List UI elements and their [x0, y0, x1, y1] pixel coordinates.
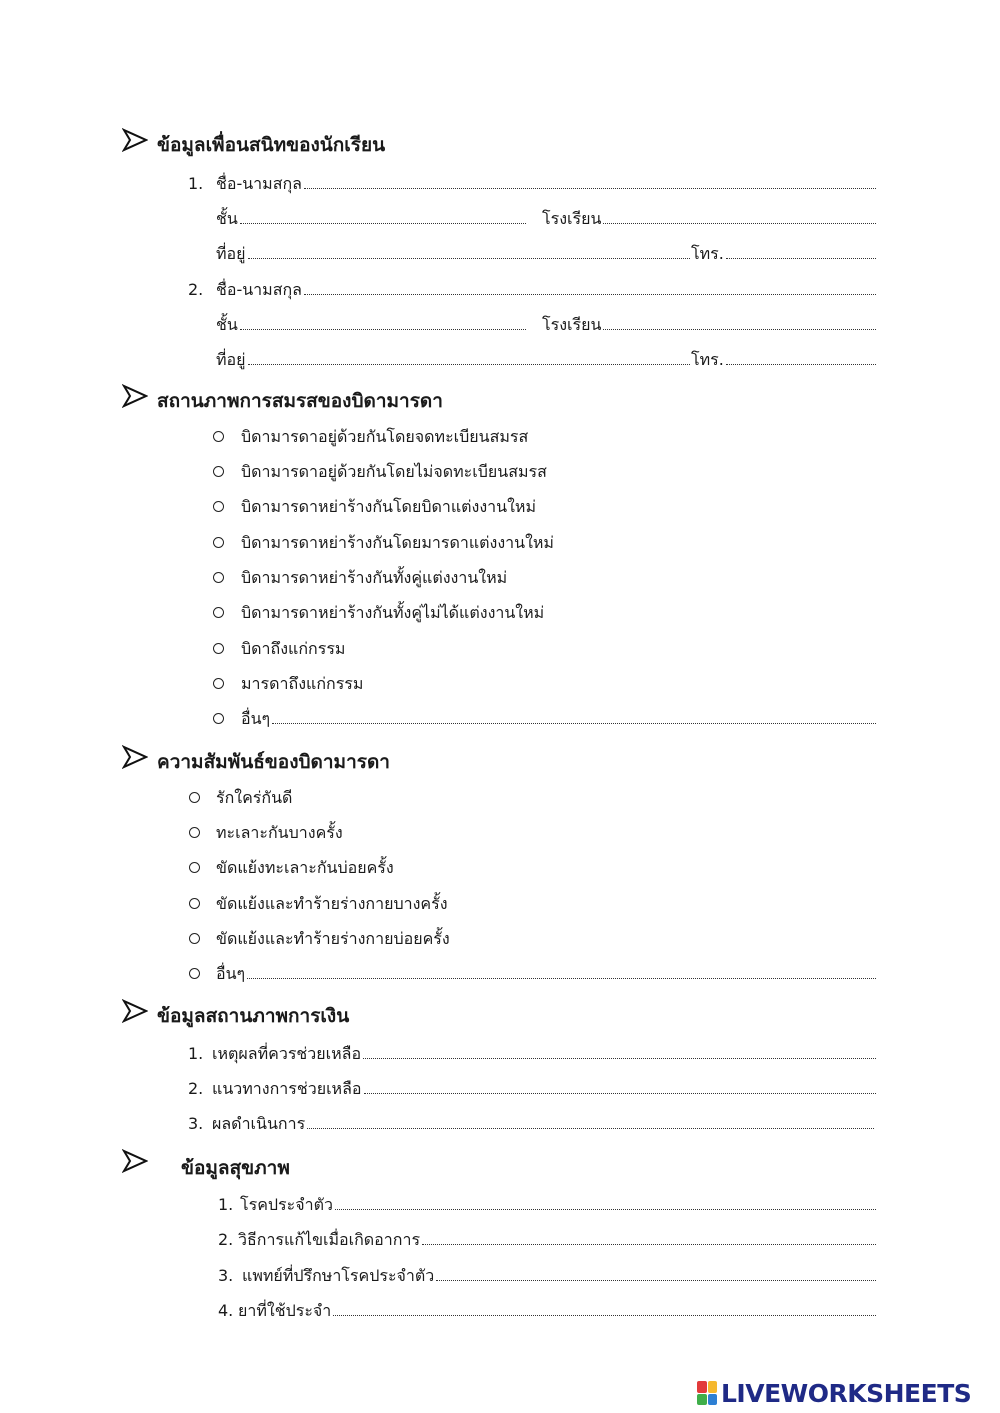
fill-line — [726, 244, 876, 259]
item-number: 4. — [218, 1301, 234, 1320]
radio-marital-4[interactable] — [213, 537, 224, 548]
fill-line — [364, 1079, 877, 1094]
friend-1-phone-field[interactable] — [691, 242, 876, 267]
friend-2-class-field[interactable] — [216, 313, 526, 338]
friend-2-address-field[interactable] — [216, 348, 690, 373]
radio-marital-7[interactable] — [213, 643, 224, 654]
friend-2-name-field[interactable] — [188, 278, 876, 303]
field-label: ผลดำเนินการ — [212, 1114, 306, 1133]
radio-relationship-5[interactable] — [189, 933, 200, 944]
section-title-relationship: ความสัมพันธ์ของบิดามารดา — [157, 751, 390, 773]
radio-relationship-2[interactable] — [189, 827, 200, 838]
radio-marital-6[interactable] — [213, 607, 224, 618]
address-label: ที่อยู่ — [216, 350, 246, 369]
radio-marital-other[interactable] — [213, 713, 224, 724]
finance-approach-field[interactable] — [188, 1077, 876, 1102]
item-number: 2. — [188, 280, 204, 299]
finance-reason-field[interactable] — [188, 1042, 876, 1067]
field-label: วิธีการแก้ไขเมื่อเกิดอาการ — [238, 1230, 421, 1249]
fill-line — [603, 209, 876, 224]
field-label: แนวทางการช่วยเหลือ — [212, 1079, 362, 1098]
class-label: ชั้น — [216, 315, 238, 334]
field-label: ยาที่ใช้ประจำ — [238, 1301, 332, 1320]
radio-marital-3[interactable] — [213, 501, 224, 512]
option-label: อื่นๆ — [241, 709, 271, 728]
friend-2-phone-field[interactable] — [691, 348, 876, 373]
radio-marital-8[interactable] — [213, 678, 224, 689]
option-label: บิดามารดาหย่าร้างกันโดยมารดาแต่งงานใหม่ — [241, 533, 554, 552]
radio-marital-5[interactable] — [213, 572, 224, 583]
fill-line — [335, 1195, 876, 1210]
watermark-text: LIVEWORKSHEETS — [721, 1378, 972, 1408]
radio-relationship-4[interactable] — [189, 898, 200, 909]
option-label: บิดามารดาหย่าร้างกันทั้งคู่แต่งงานใหม่ — [241, 568, 508, 587]
fill-line — [436, 1266, 876, 1281]
option-label: มารดาถึงแก่กรรม — [241, 674, 364, 693]
item-number: 2. — [188, 1079, 204, 1098]
fill-line — [240, 209, 526, 224]
item-number: 1. — [188, 174, 204, 193]
name-label: ชื่อ-นามสกุล — [216, 174, 302, 193]
liveworksheets-logo — [697, 1378, 971, 1408]
health-disease-field[interactable] — [218, 1193, 876, 1218]
arrow-bullet-icon — [122, 384, 148, 408]
radio-marital-2[interactable] — [213, 466, 224, 477]
arrow-bullet-icon — [122, 745, 148, 769]
radio-relationship-other[interactable] — [189, 968, 200, 979]
option-label: อื่นๆ — [216, 964, 246, 983]
friend-1-class-field[interactable] — [216, 207, 526, 232]
arrow-bullet-icon — [122, 999, 148, 1023]
school-label: โรงเรียน — [542, 209, 602, 228]
friend-1-name-field[interactable] — [188, 172, 876, 197]
field-label: แพทย์ที่ปรึกษาโรคประจำตัว — [242, 1266, 435, 1285]
fill-line — [272, 709, 876, 724]
name-label: ชื่อ-นามสกุล — [216, 280, 302, 299]
field-label: โรคประจำตัว — [240, 1195, 333, 1214]
fill-line — [307, 1114, 874, 1129]
phone-label: โทร. — [691, 244, 724, 263]
fill-line — [304, 174, 876, 189]
fill-line — [304, 280, 876, 295]
class-label: ชั้น — [216, 209, 238, 228]
option-label: บิดามารดาหย่าร้างกันทั้งคู่ไม่ได้แต่งงานใหม่ — [241, 603, 545, 622]
fill-line — [248, 244, 690, 259]
friend-1-address-field[interactable] — [216, 242, 690, 267]
fill-line — [422, 1230, 876, 1245]
option-label: ขัดแย้งและทำร้ายร่างกายบางครั้ง — [216, 894, 448, 913]
item-number: 3. — [188, 1114, 204, 1133]
friend-2-school-field[interactable] — [542, 313, 876, 338]
fill-line — [363, 1044, 876, 1059]
item-number: 2. — [218, 1230, 234, 1249]
arrow-bullet-icon — [122, 128, 148, 152]
phone-label: โทร. — [691, 350, 724, 369]
radio-relationship-1[interactable] — [189, 792, 200, 803]
option-label: ขัดแย้งและทำร้ายร่างกายบ่อยครั้ง — [216, 929, 450, 948]
address-label: ที่อยู่ — [216, 244, 246, 263]
friend-1-school-field[interactable] — [542, 207, 876, 232]
option-label: บิดามารดาอยู่ด้วยกันโดยไม่จดทะเบียนสมรส — [241, 462, 547, 481]
arrow-bullet-icon — [122, 1149, 148, 1173]
option-label: บิดาถึงแก่กรรม — [241, 639, 346, 658]
fill-line — [247, 964, 876, 979]
health-medicine-field[interactable] — [218, 1299, 876, 1324]
radio-marital-1[interactable] — [213, 431, 224, 442]
health-doctor-field[interactable] — [218, 1264, 876, 1289]
school-label: โรงเรียน — [542, 315, 602, 334]
field-label: เหตุผลที่ควรช่วยเหลือ — [212, 1044, 362, 1063]
health-remedy-field[interactable] — [218, 1228, 876, 1253]
section-title-health: ข้อมูลสุขภาพ — [181, 1157, 290, 1179]
option-label: บิดามารดาหย่าร้างกันโดยบิดาแต่งงานใหม่ — [241, 497, 536, 516]
fill-line — [603, 315, 876, 330]
fill-line — [726, 350, 876, 365]
item-number: 1. — [188, 1044, 204, 1063]
relationship-other-field[interactable] — [216, 962, 876, 987]
section-title-friends: ข้อมูลเพื่อนสนิทของนักเรียน — [157, 134, 386, 156]
option-label: ขัดแย้งทะเลาะกันบ่อยครั้ง — [216, 858, 394, 877]
liveworksheets-logo-icon — [697, 1381, 717, 1405]
item-number: 1. — [218, 1195, 234, 1214]
option-label: บิดามารดาอยู่ด้วยกันโดยจดทะเบียนสมรส — [241, 427, 529, 446]
fill-line — [248, 350, 690, 365]
marital-other-field[interactable] — [241, 707, 876, 732]
finance-result-field[interactable] — [188, 1112, 874, 1137]
option-label: ทะเลาะกันบางครั้ง — [216, 823, 343, 842]
option-label: รักใคร่กันดี — [216, 788, 293, 807]
fill-line — [240, 315, 526, 330]
item-number: 3. — [218, 1266, 234, 1285]
fill-line — [333, 1301, 876, 1316]
section-title-finance: ข้อมูลสถานภาพการเงิน — [157, 1005, 350, 1027]
section-title-marital: สถานภาพการสมรสของบิดามารดา — [157, 390, 443, 412]
radio-relationship-3[interactable] — [189, 862, 200, 873]
